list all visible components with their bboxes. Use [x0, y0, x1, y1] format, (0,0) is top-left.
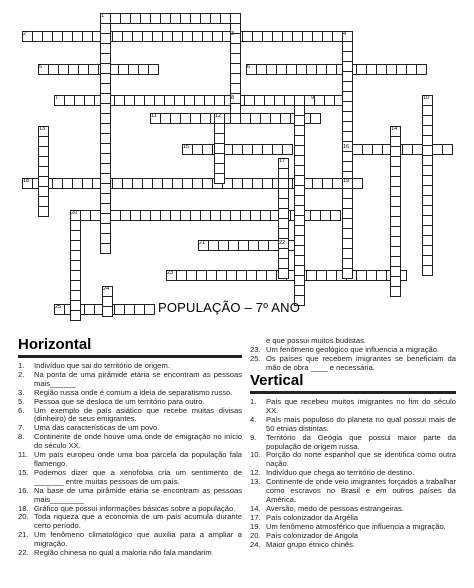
grid-cell[interactable] — [144, 304, 155, 315]
clue-item-text: Um fenômeno atmosférico que influencia a migração. — [266, 521, 446, 531]
clue-item-text: Porção do norte espanhol que se identifica como outra nação. — [266, 450, 456, 469]
horizontal-rule — [18, 355, 242, 358]
clue-number: 12 — [215, 112, 222, 119]
clue-item-text: Um fenômeno geológico que influencia a migração. — [266, 344, 440, 354]
clue-item-text: Região russa onde é comum a ideia de separatismo russo. — [34, 387, 233, 397]
clue-number: 14 — [391, 125, 398, 132]
clue-item-number: 21. — [18, 530, 29, 540]
clue-item-number: 20. — [18, 512, 29, 522]
clue-item — [18, 469, 242, 487]
vertical-clues — [250, 398, 456, 549]
clue-item-text: Na ponta de uma pirâmide etária se encontram as pessoas mais______ — [34, 369, 242, 388]
grid-cell[interactable] — [352, 178, 363, 189]
clue-item — [18, 433, 242, 451]
grid-cell[interactable] — [70, 310, 81, 321]
clue-item-text: Um país europeu onde uma boa parcela da população fala flamengo. — [34, 450, 242, 468]
grid-cell[interactable] — [442, 144, 453, 155]
clue-item-number: 5. — [18, 396, 25, 406]
clue-item — [250, 416, 456, 434]
vertical-rule — [250, 391, 456, 394]
clue-item-number: 11. — [18, 450, 28, 460]
clue-number: 20 — [71, 209, 78, 216]
grid-cell[interactable] — [102, 306, 113, 317]
grid-cell[interactable] — [230, 103, 241, 114]
clue-number: 6 — [247, 63, 251, 70]
clue-number: 18 — [23, 177, 30, 184]
clue-item — [250, 398, 456, 416]
clue-item-number: 19. — [250, 521, 261, 531]
clue-number: 13 — [39, 125, 46, 132]
clue-number: 15 — [183, 143, 190, 150]
grid-cell[interactable] — [100, 243, 111, 254]
clue-item — [18, 549, 242, 558]
clue-number: 3 — [231, 30, 235, 37]
clue-number: 16 — [343, 143, 350, 150]
clue-number: 5 — [39, 63, 43, 70]
clue-item-number: 4. — [250, 414, 257, 424]
clue-item-text: País mais populoso do planeta no qual possui mais de 50 etnias distintas. — [266, 414, 456, 433]
grid-cell[interactable] — [416, 64, 427, 75]
horizontal-clues-left — [18, 362, 242, 558]
clue-item — [18, 371, 242, 389]
grid-cell[interactable] — [390, 286, 401, 297]
clue-item-number: 1. — [250, 397, 257, 406]
clue-item-text: Continente de onde veio imigrantes forçados a trabalhar como escravos no Brasil e em outros países da América. — [266, 477, 456, 504]
clue-number: 19 — [343, 177, 350, 184]
clue-item-number: 18. — [18, 503, 29, 513]
puzzle-title: POPULAÇÃO – 7º ANO — [158, 300, 301, 315]
clue-item-number: 7. — [18, 423, 25, 433]
clue-number: 24 — [103, 285, 110, 292]
horizontal-heading: Horizontal — [18, 336, 92, 353]
clue-number: 11 — [151, 112, 157, 119]
clue-item-number: 8. — [18, 432, 25, 442]
clue-number: 7 — [55, 94, 59, 101]
clue-item — [18, 487, 242, 505]
grid-cell[interactable] — [148, 64, 159, 75]
clue-item-number: 6. — [18, 405, 25, 415]
clue-item-number: 9. — [250, 432, 257, 442]
clue-item-text: Toda riqueza que a economia de um país acumula durante certo período. — [34, 512, 242, 531]
clue-item — [18, 531, 242, 549]
clue-item-text: Uma das características de um povo. — [34, 423, 160, 433]
grid-cell[interactable] — [38, 206, 49, 217]
clue-number: 2 — [23, 30, 27, 37]
vertical-heading: Vertical — [250, 372, 304, 389]
clue-number: 21 — [199, 239, 206, 246]
clue-number: 1 — [101, 12, 105, 19]
clue-number: 4 — [343, 30, 347, 37]
clue-item-text: Um exemplo de país asiático que recebe muitas divisas (dinheiro) de seus emigrantes. — [34, 405, 242, 424]
clue-item — [18, 513, 242, 531]
clue-number: 17 — [279, 157, 286, 164]
clue-item-number: 2. — [18, 369, 25, 379]
clue-item-number: 15. — [18, 467, 29, 477]
clue-item — [250, 478, 456, 505]
clue-item-text: e que possui muitos budistas. — [266, 336, 367, 345]
clue-item-number: 23. — [250, 344, 261, 354]
clue-item-text: Indivíduo que sai do território de origem. — [34, 361, 170, 370]
clue-item — [250, 451, 456, 469]
grid-cell[interactable] — [342, 268, 353, 279]
clue-item-text: País que recebeu muitos imigrantes no fim do século XX. — [266, 397, 456, 415]
clue-item-text: Região chinesa no qual a maioria não fala mandarim — [34, 548, 212, 558]
clue-item-text: Continente de onde houve uma onde de emigração no início do século XX. — [34, 432, 242, 451]
clue-number: 9 — [311, 94, 315, 101]
clue-number: 10 — [423, 94, 430, 101]
clue-number: 8 — [231, 94, 235, 101]
clue-item-number: 1. — [18, 361, 25, 370]
clue-item-text: Um fenômeno climatológico que auxilia para a ampliar a migração. — [34, 530, 242, 549]
clue-item-number: 14. — [250, 503, 261, 513]
clue-item-text: Território da Geógia que possui maior parte da população de origem russa. — [266, 432, 456, 451]
clue-item — [250, 355, 456, 373]
clue-item-number: 25. — [250, 353, 261, 363]
clue-item-number: 13. — [250, 477, 261, 487]
clue-item-number: 24. — [250, 539, 261, 549]
clue-number: 22 — [279, 239, 286, 246]
clue-item-number: 12. — [250, 468, 261, 478]
clue-item-number: 17. — [250, 512, 261, 522]
clue-item-number: 16. — [18, 485, 29, 495]
clue-item — [18, 407, 242, 425]
clue-item-text: País colonizador da Argélia — [266, 512, 359, 522]
grid-cell[interactable] — [422, 265, 433, 276]
grid-cell[interactable] — [278, 268, 289, 279]
grid-cell[interactable] — [310, 113, 321, 124]
clue-item-text: Podemos dizer que a xenofobia cria um sentimento de _______ entre muitas pessoas de um país. — [34, 467, 242, 486]
clue-item-number: 3. — [18, 387, 25, 397]
clue-item-text: Os países que recebem imigrantes se beneficiam da mão de obra ____ e necessária. — [266, 353, 456, 372]
grid-cell[interactable] — [282, 144, 293, 155]
clue-number: 25 — [55, 303, 62, 310]
clue-item-text: Pessoa que se desloca de um território para outro. — [34, 396, 205, 406]
grid-cell[interactable] — [330, 210, 341, 221]
clue-item-number: 10. — [250, 450, 261, 460]
clue-number: 23 — [167, 269, 174, 276]
clue-item-text: Maior grupo étnico chinês. — [266, 539, 356, 549]
clue-item-text: Na base de uma pirâmide etária se encontram as pessoas mais________ — [34, 485, 242, 504]
horizontal-clues-right — [250, 337, 456, 373]
clue-item-text: Indivíduo que chega ao território de destino. — [266, 468, 415, 478]
clue-item — [18, 451, 242, 469]
clue-item — [250, 541, 456, 550]
clue-item-text: Gráfico que possui informações básicas sobre a população. — [34, 503, 236, 513]
clue-item-text: País colonizador de Angola — [266, 530, 359, 540]
clue-item-number: 22. — [18, 548, 29, 558]
clue-item-text: Aversão, medo de pessoas estrangeiras. — [266, 503, 404, 513]
clue-item-number: 20. — [250, 530, 261, 540]
grid-cell[interactable] — [214, 173, 225, 184]
clue-item — [250, 434, 456, 452]
